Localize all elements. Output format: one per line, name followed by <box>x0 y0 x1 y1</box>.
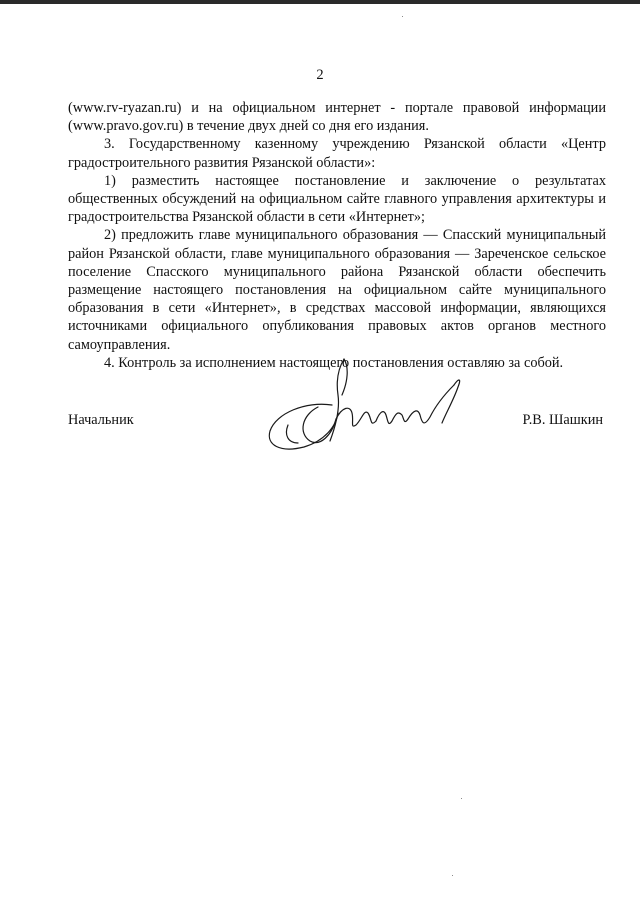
paragraph-item-3: 3. Государственному казенному учреждению Рязанской области «Центр градостроительного развития Рязанской области»: <box>68 136 606 171</box>
paragraph-item-4: 4. Контроль за исполнением настоящего постановления оставляю за собой. <box>104 354 564 371</box>
paragraph-publication: (www.rv-ryazan.ru) и на официальном интернет - портале правовой информации (www.pravo.gov.ru) в течение двух дней со дня его издания. <box>68 100 606 135</box>
paragraph-subitem-2: 2) предложить главе муниципального образования — Спасский муниципальный район Рязанской области, главе муниципального образования — Зареченское сельское поселение Спасского муниципального района Рязанской области обеспечить размещение настоящего постановления на официальном сайте муниципального образования в сети «Интернет», в средствах массовой информации, являющихся источниками официального опубликования правовых актов органов местного самоуправления. <box>68 227 606 353</box>
scan-speck <box>461 798 462 799</box>
handwritten-signature <box>258 355 468 465</box>
scan-speck <box>452 875 453 876</box>
top-scan-edge <box>0 0 640 4</box>
scan-speck <box>402 16 403 17</box>
signer-name: Р.В. Шашкин <box>522 412 603 428</box>
document-body <box>68 99 606 372</box>
signer-position: Начальник <box>68 412 134 428</box>
paragraph-subitem-1: 1) разместить настоящее постановление и заключение о результатах общественных обсуждений на официальном сайте главного управления архитектуры и градостроительства Рязанской области в сети «Интернет»; <box>68 172 606 226</box>
page-number: 2 <box>316 67 324 83</box>
